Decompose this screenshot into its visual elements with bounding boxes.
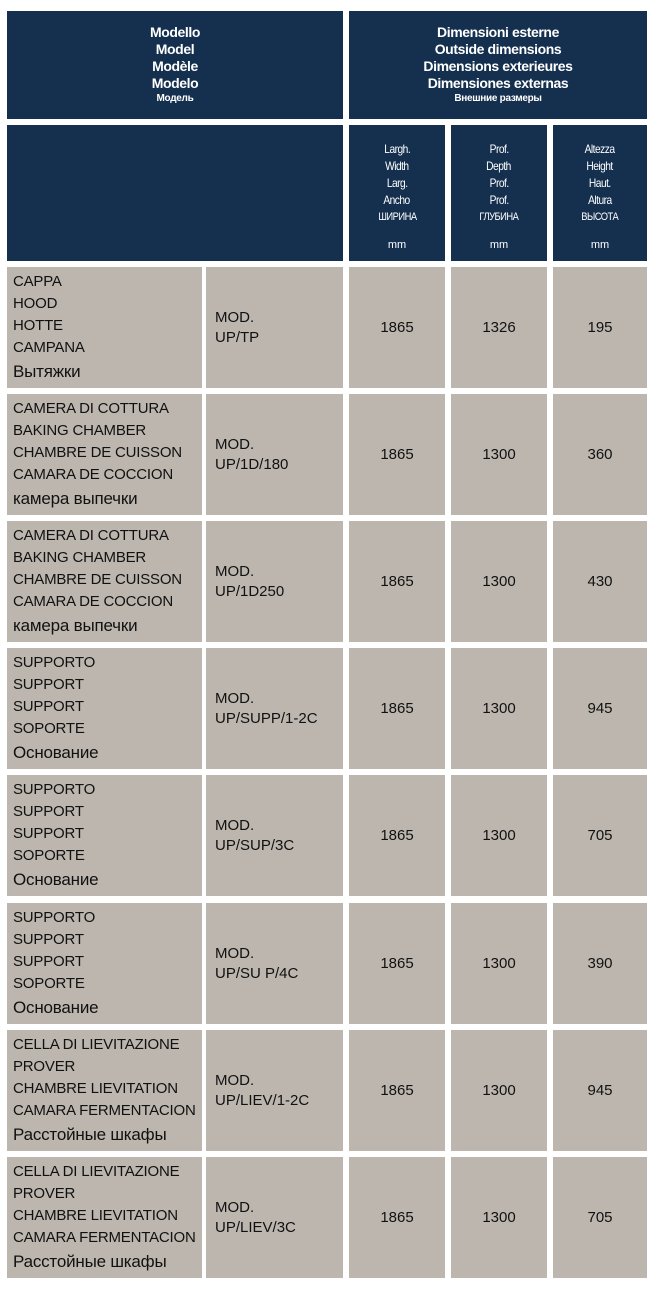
product-name-line: HOOD xyxy=(13,295,58,312)
column-header-line: Ancho xyxy=(383,193,411,207)
height-value: 705 xyxy=(553,1157,647,1278)
width-value: 1865 xyxy=(349,1157,445,1278)
column-header-line: Depth xyxy=(486,159,512,173)
product-name-cell xyxy=(7,394,202,515)
model-code-line: UP/TP xyxy=(215,328,260,346)
product-name-line: Основание xyxy=(13,870,99,889)
dimensions-header-line: Outside dimensions xyxy=(434,41,562,57)
product-name-line: CAMARA DE COCCION xyxy=(13,593,173,610)
width-value: 1865 xyxy=(349,1030,445,1151)
column-header-line: Prof. xyxy=(489,176,509,190)
column-header-width xyxy=(349,125,445,261)
column-header-line: Altezza xyxy=(585,142,615,156)
model-code-line: UP/SUPP/1-2C xyxy=(215,709,318,727)
product-name-line: CHAMBRE LIEVITATION xyxy=(13,1207,178,1224)
product-name-line: SUPPORT xyxy=(13,803,84,820)
model-code-line: MOD. xyxy=(215,435,255,453)
product-name-line: SUPPORT xyxy=(13,953,84,970)
product-name-line: SUPPORT xyxy=(13,698,84,715)
model-code-line: MOD. xyxy=(215,562,255,580)
model-code-line: UP/LIEV/1-2C xyxy=(215,1091,310,1109)
model-subheader-blank xyxy=(7,125,343,261)
product-name-line: Основание xyxy=(13,743,99,762)
depth-value: 1300 xyxy=(451,648,547,769)
product-name-cell xyxy=(7,775,202,896)
model-code-line: UP/SU P/4C xyxy=(215,964,299,982)
product-name-line: SOPORTE xyxy=(13,847,85,864)
product-name-cell xyxy=(7,1157,202,1278)
product-name-line: CAMARA DE COCCION xyxy=(13,466,173,483)
column-header-line: Prof. xyxy=(489,142,509,156)
product-name-line: CAMARA FERMENTACION xyxy=(13,1229,196,1246)
product-name-line: Расстойные шкафы xyxy=(13,1125,167,1144)
product-name-line: HOTTE xyxy=(13,317,63,334)
model-code-line: MOD. xyxy=(215,816,255,834)
dimensions-header-line: Dimensiones externas xyxy=(427,75,569,91)
column-header-line: Larg. xyxy=(386,176,408,190)
height-value: 195 xyxy=(553,267,647,388)
depth-value: 1300 xyxy=(451,394,547,515)
product-name-cell xyxy=(7,267,202,388)
depth-value: 1300 xyxy=(451,1030,547,1151)
width-value: 1865 xyxy=(349,267,445,388)
product-name-line: CHAMBRE DE CUISSON xyxy=(13,444,182,461)
model-code-line: MOD. xyxy=(215,1198,255,1216)
column-header-line: ШИРИНА xyxy=(377,211,417,223)
product-name-line: PROVER xyxy=(13,1185,76,1202)
width-value: 1865 xyxy=(349,521,445,642)
product-name-line: Вытяжки xyxy=(13,362,81,381)
height-value: 360 xyxy=(553,394,647,515)
product-name-line: SUPPORT xyxy=(13,931,84,948)
width-value: 1865 xyxy=(349,903,445,1024)
model-code-line: MOD. xyxy=(215,944,255,962)
model-code-line: UP/SUP/3C xyxy=(215,836,295,854)
column-unit: mm xyxy=(489,239,509,251)
model-header-line: Modèle xyxy=(152,58,198,74)
column-header-line: ГЛУБИНА xyxy=(479,211,519,223)
depth-value: 1300 xyxy=(451,521,547,642)
product-name-line: SUPPORT xyxy=(13,676,84,693)
product-name-line: камера выпечки xyxy=(13,616,138,635)
model-header-line: Modelo xyxy=(151,75,199,91)
product-name-cell xyxy=(7,521,202,642)
model-code-line: MOD. xyxy=(215,1071,255,1089)
column-header-line: Width xyxy=(385,159,409,173)
model-code-cell xyxy=(206,267,343,388)
model-code-cell xyxy=(206,521,343,642)
product-name-line: CAPPA xyxy=(13,273,62,290)
width-value: 1865 xyxy=(349,775,445,896)
width-value: 1865 xyxy=(349,394,445,515)
product-name-cell xyxy=(7,1030,202,1151)
product-name-line: PROVER xyxy=(13,1058,76,1075)
model-code-line: MOD. xyxy=(215,308,255,326)
dimensions-header-line: Dimensioni esterne xyxy=(437,24,559,40)
product-name-cell xyxy=(7,648,202,769)
product-name-line: SUPPORTO xyxy=(13,909,96,926)
product-name-line: CAMARA FERMENTACION xyxy=(13,1102,196,1119)
column-header-height xyxy=(553,125,647,261)
product-name-line: CAMPANA xyxy=(13,339,85,356)
column-header-depth xyxy=(451,125,547,261)
depth-value: 1326 xyxy=(451,267,547,388)
depth-value: 1300 xyxy=(451,775,547,896)
height-value: 430 xyxy=(553,521,647,642)
height-value: 390 xyxy=(553,903,647,1024)
depth-value: 1300 xyxy=(451,1157,547,1278)
column-header-line: Largh. xyxy=(384,142,410,156)
product-name-line: CAMERA DI COTTURA xyxy=(13,400,169,417)
column-header-line: Prof. xyxy=(489,193,509,207)
depth-value: 1300 xyxy=(451,903,547,1024)
product-name-line: CHAMBRE DE CUISSON xyxy=(13,571,182,588)
model-header-ru: Модель xyxy=(156,93,194,104)
product-name-line: SUPPORT xyxy=(13,825,84,842)
product-name-line: Расстойные шкафы xyxy=(13,1252,167,1271)
model-code-line: MOD. xyxy=(215,689,255,707)
model-header-line: Model xyxy=(155,41,195,57)
product-name-line: CELLA DI LIEVITAZIONE xyxy=(13,1036,180,1053)
column-header-line: Altura xyxy=(588,193,612,207)
product-name-line: SOPORTE xyxy=(13,720,85,737)
product-name-cell xyxy=(7,903,202,1024)
height-value: 705 xyxy=(553,775,647,896)
column-header-line: Height xyxy=(586,159,614,173)
model-code-cell xyxy=(206,648,343,769)
model-code-line: UP/LIEV/3C xyxy=(215,1218,296,1236)
dimensions-header-ru: Внешние размеры xyxy=(454,93,542,104)
product-name-line: BAKING CHAMBER xyxy=(13,549,147,566)
product-name-line: Основание xyxy=(13,998,99,1017)
dimensions-header xyxy=(349,11,647,119)
product-name-line: CAMERA DI COTTURA xyxy=(13,527,169,544)
column-header-line: ВЫСОТА xyxy=(581,211,619,223)
height-value: 945 xyxy=(553,1030,647,1151)
model-code-cell xyxy=(206,1157,343,1278)
dimensions-header-line: Dimensions exterieures xyxy=(423,58,573,74)
product-name-line: CHAMBRE LIEVITATION xyxy=(13,1080,178,1097)
model-header-line: Modello xyxy=(149,24,201,40)
model-header xyxy=(7,11,343,119)
product-name-line: SUPPORTO xyxy=(13,654,96,671)
model-code-cell xyxy=(206,394,343,515)
model-code-cell xyxy=(206,1030,343,1151)
column-header-line: Haut. xyxy=(589,176,611,190)
column-unit: mm xyxy=(590,239,610,251)
product-name-line: BAKING CHAMBER xyxy=(13,422,147,439)
width-value: 1865 xyxy=(349,648,445,769)
model-code-cell xyxy=(206,903,343,1024)
product-name-line: CELLA DI LIEVITAZIONE xyxy=(13,1163,180,1180)
model-code-line: UP/1D/180 xyxy=(215,455,289,473)
model-code-cell xyxy=(206,775,343,896)
product-name-line: SUPPORTO xyxy=(13,781,96,798)
model-code-line: UP/1D250 xyxy=(215,582,285,600)
product-name-line: SOPORTE xyxy=(13,975,85,992)
column-unit: mm xyxy=(387,239,407,251)
product-name-line: камера выпечки xyxy=(13,489,138,508)
height-value: 945 xyxy=(553,648,647,769)
